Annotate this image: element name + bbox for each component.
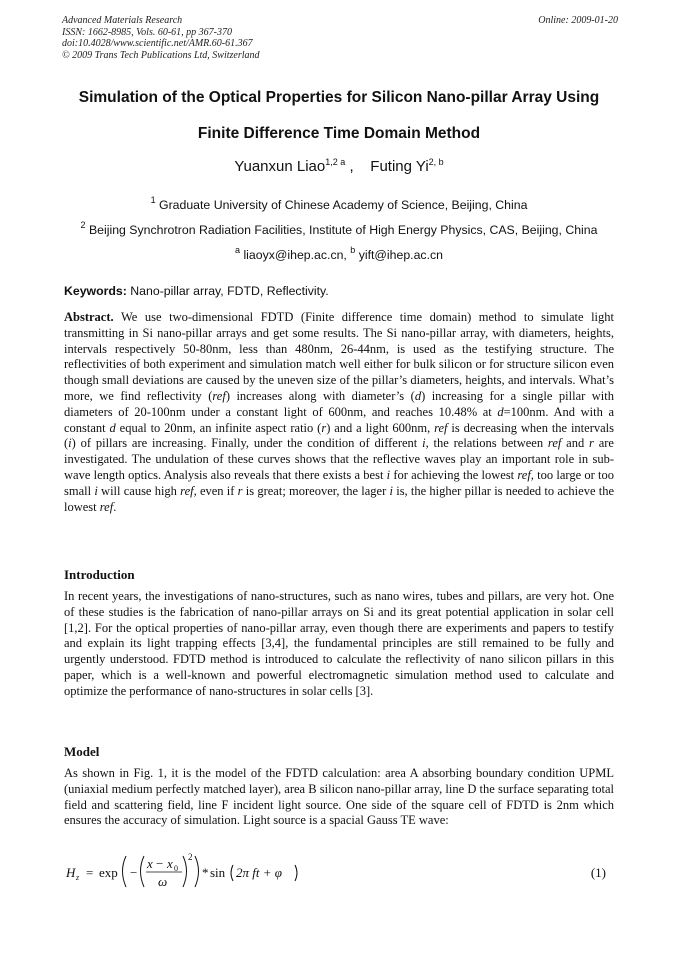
author-affil-mark: 2, b <box>428 157 444 167</box>
abstract-text-run: are investigated. The undulation of these curves shows that the reflective waves play an important role in sub-wave length optics. Analysis also reveals that there exists a best <box>64 436 614 482</box>
abstract-italic-term: d <box>497 404 504 419</box>
eq-argument: 2π ft + φ <box>236 865 282 880</box>
abstract-text-run: ) increasing for a single pillar with diameters of 20-100nm under a constant light of 600nm, and reaches 10.48% at <box>64 388 614 419</box>
affil-text: Graduate University of Chinese Academy of Science, Beijing, China <box>159 198 528 212</box>
eq-lhs-sub: z <box>76 873 80 882</box>
email-b: yift@ihep.ac.cn <box>358 248 443 262</box>
eq-num-x0: x <box>167 856 173 871</box>
abstract-italic-term: ref <box>547 436 562 451</box>
abstract-italic-term: i <box>389 483 393 498</box>
abstract-text-run: is great; moreover, the lager <box>242 483 390 498</box>
eq-minus: − <box>130 865 138 880</box>
author-list <box>40 157 638 175</box>
eq-exp: exp <box>99 865 118 880</box>
abstract-label: Abstract. <box>64 310 114 324</box>
eq-equals: = <box>86 865 94 880</box>
eq-sin: sin <box>210 865 226 880</box>
paper-title-line-1: Simulation of the Optical Properties for Silicon Nano-pillar Array Using <box>78 89 600 106</box>
email-mark-b: b <box>350 245 356 255</box>
author-emails <box>40 245 638 262</box>
abstract-italic-term: ref, <box>517 467 534 482</box>
abstract-text-run: will cause high <box>97 483 181 498</box>
abstract-italic-term: ref, <box>180 483 197 498</box>
author-separator: , <box>349 158 354 175</box>
abstract-italic-term: i <box>386 467 391 482</box>
abstract-italic-term: ref <box>99 499 114 514</box>
eq-num-x: x <box>147 856 153 871</box>
doi-line: doi:10.4028/www.scientific.net/AMR.60-61.367 <box>62 38 253 49</box>
keywords-label: Keywords: <box>64 284 127 298</box>
abstract-text-run: ) of pillars are increasing. Finally, under the condition of different <box>71 436 423 451</box>
affiliation-1 <box>40 195 638 212</box>
abstract-text-run: equal to 20nm, an infinite aspect ratio ( <box>115 420 322 435</box>
equation-1 <box>64 850 614 892</box>
abstract-italic-term: i <box>94 483 98 498</box>
abstract-italic-term: r <box>321 420 327 435</box>
equation-number: (1) <box>590 865 606 880</box>
issn-line: ISSN: 1662-8985, Vols. 60-61, pp 367-370 <box>62 26 232 38</box>
eq-star: * <box>202 865 209 880</box>
copyright-line: © 2009 Trans Tech Publications Ltd, Switzerland <box>62 49 260 61</box>
abstract-text-run: , the relations between <box>425 436 548 451</box>
abstract-text-run: ) and a light 600nm, <box>326 420 435 435</box>
online-date: Online: 2009-01-20 <box>538 15 618 26</box>
abstract-text-run: and <box>561 436 590 451</box>
journal-name: Advanced Materials Research <box>62 15 183 26</box>
model-text: As shown in Fig. 1, it is the model of the FDTD calculation: area A absorbing boundary condition UPML (uniaxial medium perfectly matched layer), area B silicon nano-pillar array, line D the surface separating total field and scattering field, line F incident light source. One side of the square cell of FDTD is 2nm which ensures the accuracy of simulation. Light source is a spacial Gauss TE wave: <box>64 766 614 828</box>
eq-lhs: H <box>66 865 76 880</box>
abstract-text-run: for achieving the lowest <box>390 467 518 482</box>
abstract-italic-term: i <box>422 436 426 451</box>
affil-mark: 2 <box>80 220 86 230</box>
author-name: Yuanxun Liao <box>234 158 326 175</box>
abstract-body <box>64 310 614 514</box>
affil-mark: 1 <box>150 195 156 205</box>
abstract-text-run: too large or too small <box>64 467 614 498</box>
introduction-heading: Introduction <box>64 567 135 582</box>
paper-title-line-2: Finite Difference Time Domain Method <box>197 125 481 142</box>
eq-num-x0-sub: 0 <box>174 864 178 873</box>
abstract-text-run: even if <box>196 483 238 498</box>
abstract-italic-term: i <box>68 436 72 451</box>
abstract-italic-term: d <box>414 388 422 403</box>
abstract-italic-term: d <box>109 420 116 435</box>
journal-header <box>62 15 618 61</box>
affil-text: Beijing Synchrotron Radiation Facilities, Institute of High Energy Physics, CAS, Beijing, China <box>88 223 598 237</box>
affiliation-2 <box>40 220 638 237</box>
email-mark-a: a <box>235 245 241 255</box>
abstract-italic-term: r <box>237 483 243 498</box>
author-name: Futing Yi <box>370 158 429 175</box>
abstract-text-run: We use two-dimensional FDTD (Finite difference time domain) method to simulate light transmitting in Si nano-pillar arrays and get some results. The Si nano-pillar array, with diameters, heights, intervals respectively 50-80nm, less than 480nm, 26-44nm, is used as the testifying structure. The reflectivities of both experiment and simulation match well either for bulk silicon or for structure silicon even though small deviations are caused by the uneven size of the pillar’s diameters, heights, and intervals. What’s more, we find reflectivity ( <box>64 310 614 403</box>
abstract-italic-term: r <box>589 436 594 451</box>
abstract <box>64 310 614 515</box>
email-a: liaoyx@ihep.ac.cn, <box>243 248 347 262</box>
model-heading: Model <box>64 744 100 759</box>
eq-power: 2 <box>188 852 193 862</box>
eq-num-minus: − <box>156 856 164 871</box>
abstract-text-run: =100nm. And with a constant <box>64 404 614 435</box>
eq-denominator: ω <box>158 874 168 889</box>
equation-formula <box>64 850 364 892</box>
abstract-text-run: ) increases along with diameter’s ( <box>225 388 415 403</box>
keywords-text: Nano-pillar array, FDTD, Reflectivity. <box>130 284 329 298</box>
abstract-text-run: is, the higher pillar is needed to achieve the lowest <box>64 483 615 514</box>
keywords <box>64 284 624 298</box>
abstract-text-run: is decreasing when the intervals ( <box>64 420 615 451</box>
abstract-italic-term: ref <box>212 388 226 403</box>
abstract-text-run: . <box>113 499 117 514</box>
abstract-italic-term: ref <box>434 420 448 435</box>
introduction-text: In recent years, the investigations of nano-structures, such as nano wires, tubes and pillars, are very hot. One of these studies is the fabrication of nano-pillar arrays on Si and its great potential application in solar cell [1,2]. For the optical properties of nano-pillar array, even though there are experiments and papers to testify and explain its light trapping effects [3,4], the fundamental principles are still remained to be fully and urgently understood. FDTD method is introduced to calculate the reflectivity of nano silicon pillars in this paper, which is a well-known and powerful electromagnetic simulation method used to calculate and optimize the performance of nano-structures in solar cells [3]. <box>64 589 614 698</box>
author-affil-mark: 1,2 a <box>325 157 346 167</box>
